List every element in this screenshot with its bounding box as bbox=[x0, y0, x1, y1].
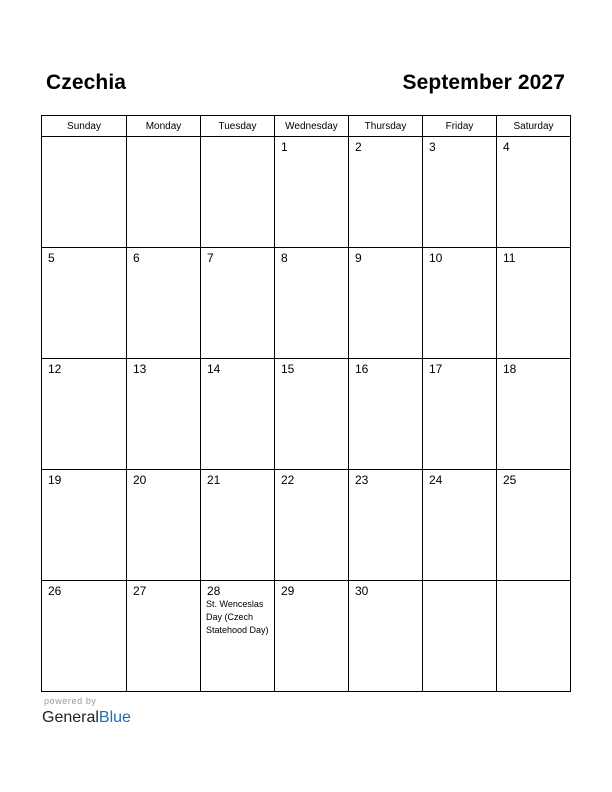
calendar-country-title: Czechia bbox=[46, 71, 127, 94]
day-number: 23 bbox=[355, 473, 369, 487]
day-cell bbox=[201, 359, 275, 470]
week-row-1 bbox=[42, 137, 571, 248]
day-number: 22 bbox=[281, 473, 295, 487]
weekday-header-row bbox=[42, 116, 571, 137]
day-number: 1 bbox=[281, 140, 288, 154]
day-number: 16 bbox=[355, 362, 369, 376]
week-row-2 bbox=[42, 248, 571, 359]
day-cell bbox=[42, 581, 127, 692]
day-number: 29 bbox=[281, 584, 295, 598]
day-number: 12 bbox=[48, 362, 62, 376]
day-cell bbox=[497, 248, 571, 359]
day-cell bbox=[349, 248, 423, 359]
day-cell bbox=[275, 248, 349, 359]
day-cell bbox=[349, 137, 423, 248]
day-number bbox=[127, 137, 200, 140]
day-cell bbox=[349, 581, 423, 692]
day-number: 7 bbox=[207, 251, 214, 265]
day-number: 2 bbox=[355, 140, 362, 154]
day-cell bbox=[127, 581, 201, 692]
day-cell bbox=[423, 581, 497, 692]
holiday-event: St. Wenceslas Day (Czech Statehood Day) bbox=[206, 599, 269, 635]
day-cell bbox=[497, 470, 571, 581]
day-cell bbox=[497, 581, 571, 692]
day-number bbox=[497, 581, 570, 584]
day-number: 11 bbox=[503, 251, 516, 265]
day-number: 13 bbox=[133, 362, 147, 376]
day-cell bbox=[201, 581, 275, 692]
day-cell bbox=[127, 359, 201, 470]
day-cell bbox=[497, 137, 571, 248]
day-number: 18 bbox=[503, 362, 517, 376]
week-row-3 bbox=[42, 359, 571, 470]
weekday-tuesday: Tuesday bbox=[201, 116, 275, 137]
weekday-sunday: Sunday bbox=[42, 116, 127, 137]
day-cell bbox=[201, 137, 275, 248]
week-row-5 bbox=[42, 581, 571, 692]
day-number: 8 bbox=[281, 251, 288, 265]
powered-by-text: powered by bbox=[44, 696, 97, 706]
day-cell bbox=[349, 470, 423, 581]
weekday-saturday: Saturday bbox=[497, 116, 571, 137]
day-cell bbox=[275, 137, 349, 248]
day-cell bbox=[201, 470, 275, 581]
day-number: 17 bbox=[429, 362, 443, 376]
day-cell bbox=[275, 581, 349, 692]
day-cell bbox=[423, 137, 497, 248]
day-number: 28 bbox=[207, 584, 221, 598]
weekday-wednesday: Wednesday bbox=[275, 116, 349, 137]
day-number: 10 bbox=[429, 251, 443, 265]
day-number bbox=[201, 137, 274, 140]
day-number: 6 bbox=[133, 251, 140, 265]
day-cell bbox=[275, 359, 349, 470]
day-number: 14 bbox=[207, 362, 221, 376]
week-row-4 bbox=[42, 470, 571, 581]
day-cell bbox=[423, 359, 497, 470]
day-cell bbox=[275, 470, 349, 581]
day-cell bbox=[42, 359, 127, 470]
day-number: 27 bbox=[133, 584, 147, 598]
day-number: 5 bbox=[48, 251, 55, 265]
calendar-month-title: September 2027 bbox=[402, 71, 565, 94]
logo-general-text: General bbox=[42, 709, 99, 726]
day-number: 9 bbox=[355, 251, 362, 265]
generalblue-logo bbox=[42, 708, 131, 728]
day-number: 3 bbox=[429, 140, 436, 154]
day-cell bbox=[127, 470, 201, 581]
day-number: 20 bbox=[133, 473, 147, 487]
day-number: 19 bbox=[48, 473, 62, 487]
day-number: 30 bbox=[355, 584, 369, 598]
day-number: 24 bbox=[429, 473, 443, 487]
weekday-thursday: Thursday bbox=[349, 116, 423, 137]
footer-branding bbox=[42, 696, 131, 728]
day-cell bbox=[349, 359, 423, 470]
calendar-grid bbox=[41, 115, 571, 692]
day-number bbox=[42, 137, 126, 140]
weekday-monday: Monday bbox=[127, 116, 201, 137]
weekday-friday: Friday bbox=[423, 116, 497, 137]
day-cell bbox=[423, 248, 497, 359]
day-cell bbox=[42, 470, 127, 581]
logo-blue-text: Blue bbox=[98, 709, 131, 726]
day-number: 4 bbox=[503, 140, 510, 154]
day-cell bbox=[201, 248, 275, 359]
day-cell bbox=[497, 359, 571, 470]
day-cell bbox=[127, 248, 201, 359]
day-cell bbox=[42, 137, 127, 248]
day-number: 25 bbox=[503, 473, 517, 487]
day-number: 15 bbox=[281, 362, 295, 376]
day-number: 21 bbox=[207, 473, 221, 487]
day-cell bbox=[423, 470, 497, 581]
day-number bbox=[423, 581, 496, 584]
day-number: 26 bbox=[48, 584, 62, 598]
day-cell bbox=[42, 248, 127, 359]
day-cell bbox=[127, 137, 201, 248]
